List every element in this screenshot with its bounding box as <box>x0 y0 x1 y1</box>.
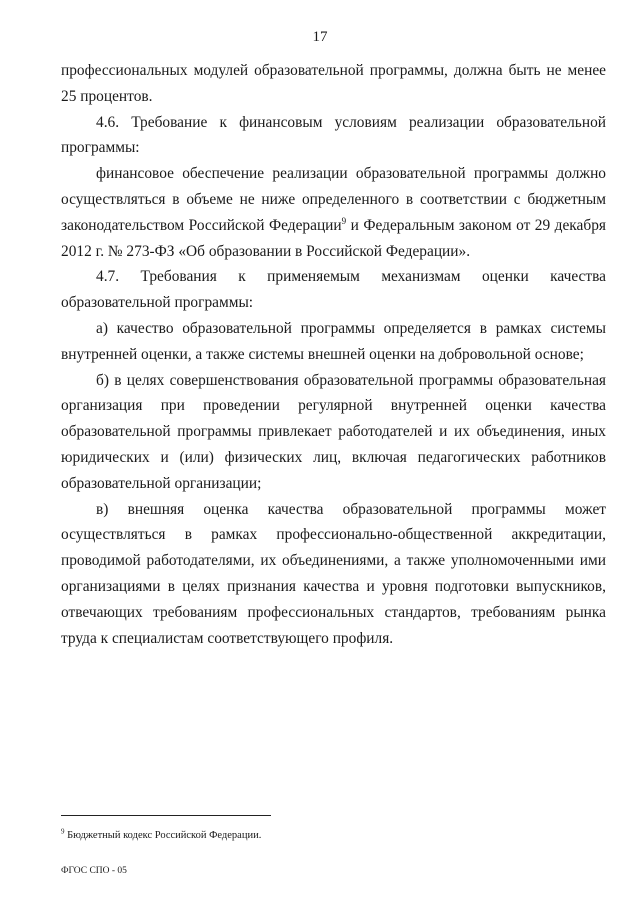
financing-text-end: и Федеральным законом от 29 декабря 2012 г. № 273-ФЗ «Об образовании в Российской Федерации». <box>61 216 606 260</box>
paragraph-4-6: 4.6. Требование к финансовым условиям реализации образовательной программы: <box>61 113 606 157</box>
paragraph-financing <box>61 161 606 264</box>
footnote-divider <box>61 815 271 816</box>
footnote <box>61 827 262 841</box>
document-code: ФГОС СПО - 05 <box>61 866 127 876</box>
paragraph-4-7: 4.7. Требования к применяемым механизмам оценки качества образовательной программы: <box>61 268 606 312</box>
body-text <box>61 58 606 651</box>
page-number: 17 <box>312 29 328 45</box>
financing-text-start: финансовое обеспечение реализации образовательной программы должно осуществляться в объеме не ниже определенного в соответствии с бюджетным законодательством Российской Федерации <box>61 165 606 234</box>
footnote-number: 9 <box>61 827 65 836</box>
paragraph-item-v: в) внешняя оценка качества образовательной программы может осуществляться в рамках профессионально-общественной аккредитации, проводимой работодателями, их объединениями, а также уполномоченными ими организациями в целях признания качества и уровня подготовки выпускников, отвечающих требованиям профессиональных стандартов, требованиям рынка труда к специалистам соответствующего профиля. <box>61 500 606 647</box>
paragraph-item-a: а) качество образовательной программы определяется в рамках системы внутренней оценки, а также системы внешней оценки на добровольной основе; <box>61 319 606 363</box>
paragraph-item-b: б) в целях совершенствования образовательной программы образовательная организация при проведении регулярной внутренней оценки качества образовательной программы привлекает работодателей и их объединения, иных юридических и (или) физических лиц, включая педагогических работников образовательной организации; <box>61 371 606 492</box>
paragraph-continuation: профессиональных модулей образовательной программы, должна быть не менее 25 процентов. <box>61 62 606 105</box>
footnote-reference: 9 <box>341 215 347 226</box>
footnote-text: Бюджетный кодекс Российской Федерации. <box>64 830 262 841</box>
